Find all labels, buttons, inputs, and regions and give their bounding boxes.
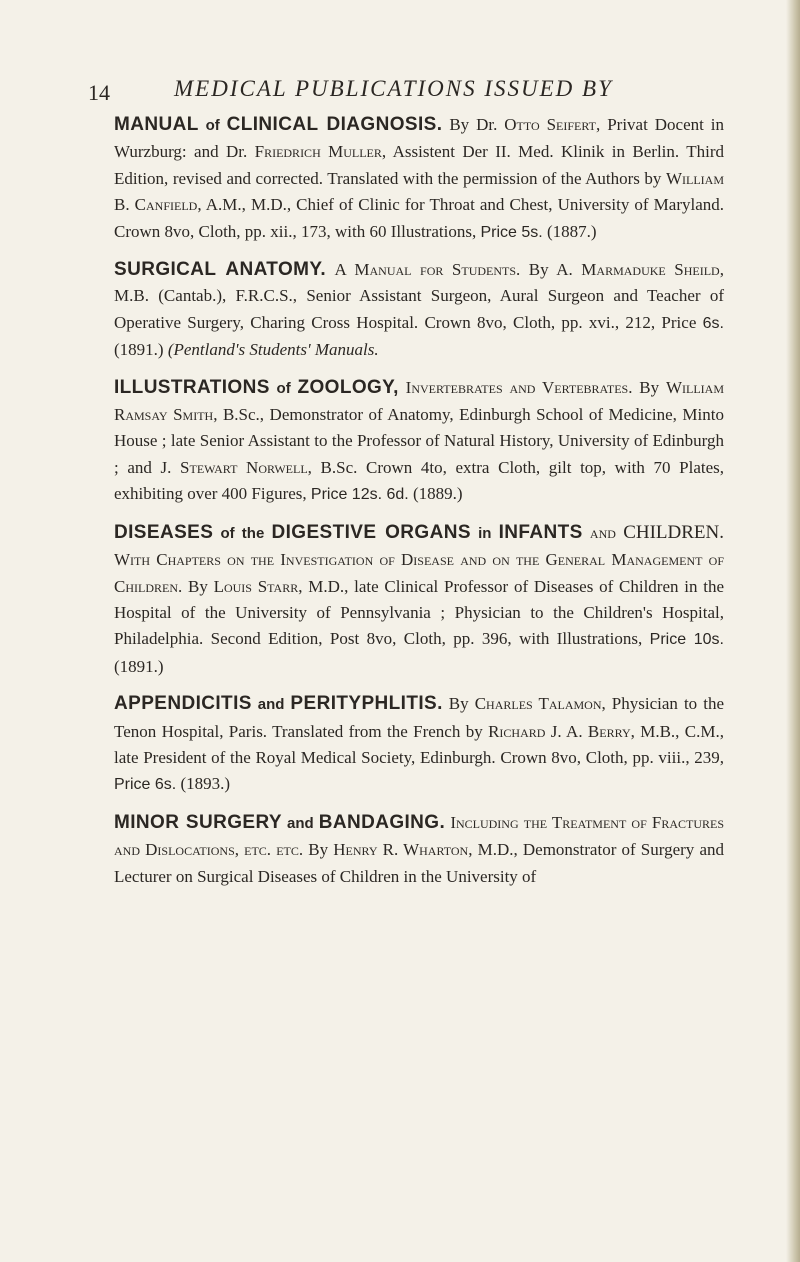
entry-text: M.D., Demonstrator of Surgery and Lecturer on Surgical Diseases of Children in the University of	[114, 840, 724, 886]
entry-text: M.D., late Clinical Professor of Diseases of Children in the Hospital of the University of Pennsylvania ; Physician to the Children's Hospital, Philadelphia. Second Edition, Post 8vo, Cloth, pp. 396, with Illustrations,	[114, 576, 724, 649]
entry-digestive-organs	[114, 520, 724, 680]
entry-text: By	[182, 576, 214, 596]
entry-appendicitis	[114, 691, 724, 799]
entry-text: (1893.)	[176, 774, 231, 794]
entry-text: Assistent Der II. Med. Klinik in Berlin. Third Edition, revised and corrected. Translated with the permission of the Authors by	[114, 142, 724, 188]
entry-minor-surgery	[114, 810, 724, 890]
entry-title: CHILDREN.	[623, 521, 724, 543]
entry-title: MINOR SURGERY	[114, 811, 282, 833]
series-note: (Pentland's Students' Manuals.	[167, 340, 379, 360]
entry-text: By Dr.	[442, 115, 505, 134]
entry-text: By	[303, 840, 334, 860]
page-edge-shadow	[786, 0, 800, 1262]
entry-title: ILLUSTRATIONS	[114, 376, 270, 398]
entry-text	[326, 260, 335, 279]
entry-title: APPENDICITIS	[114, 693, 252, 715]
entry-text: (1891.)	[114, 340, 168, 360]
entry-title: ZOOLOGY,	[297, 376, 399, 398]
author-name: William B. Canfield,	[114, 168, 724, 215]
entry-text: (1891.)	[114, 656, 164, 676]
entry-text: (1887.)	[542, 221, 597, 241]
entry-text: M.B. (Cantab.), F.R.C.S., Senior Assistant Surgeon, Aural Surgeon and Teacher of Operative Surgery, Charing Cross Hospital. Crown 8vo, Cloth, pp. xvi., 212, Price	[114, 286, 724, 332]
running-title: MEDICAL PUBLICATIONS ISSUED BY	[174, 76, 613, 101]
price: 6s.	[702, 314, 724, 332]
catalogue-listing	[114, 112, 724, 901]
author-name: Stewart Norwell,	[180, 457, 312, 477]
entry-subtitle: With Chapters on the Investigation of Disease and on the General Management of Children.	[114, 550, 724, 596]
entry-text: By A.	[520, 260, 582, 280]
entry-title: MANUAL	[114, 114, 199, 135]
entry-text: (1889.)	[408, 484, 463, 504]
author-name: William Ramsay Smith,	[114, 377, 725, 425]
price: Price 12s. 6d.	[310, 486, 409, 504]
entry-title-connector: of the	[213, 524, 272, 542]
author-name: Charles Talamon,	[474, 694, 606, 714]
price: Price 6s.	[114, 776, 177, 794]
entry-title-connector: of	[198, 117, 227, 134]
author-name: Friedrich Muller,	[254, 142, 387, 162]
entry-text	[399, 378, 406, 397]
author-name: Louis Starr,	[213, 576, 303, 596]
entry-subtitle: Including the Treatment of Fractures and Dislocations, etc. etc.	[114, 812, 725, 860]
entry-title-connector: and	[281, 814, 319, 832]
entry-surgical-anatomy	[114, 257, 724, 364]
entry-title-connector: and	[251, 696, 291, 714]
entry-text: B.Sc. Crown 4to, extra Cloth, gilt top, with 70 Plates, exhibiting over 400 Figures,	[114, 457, 725, 504]
running-head	[88, 76, 728, 112]
entry-illustrations-zoology	[114, 375, 724, 509]
entry-clinical-diagnosis	[114, 112, 724, 246]
entry-title-connector: of	[269, 379, 298, 397]
author-name: Marmaduke Sheild,	[581, 260, 724, 280]
entry-subtitle: A Manual for Students.	[334, 260, 521, 280]
author-name: Henry R. Wharton,	[333, 840, 473, 860]
entry-text: Privat Docent in Wurzburg: and Dr.	[114, 115, 724, 162]
entry-title: INFANTS	[498, 521, 583, 543]
entry-title: DIGESTIVE ORGANS	[271, 521, 471, 543]
entry-text: Physician to the Tenon Hospital, Paris. Translated from the French by	[114, 694, 724, 741]
entry-text: A.M., M.D., Chief of Clinic for Throat and Chest, University of Maryland. Crown 8vo, Cloth, pp. xii., 173, with 60 Illustrations,	[114, 195, 724, 241]
entry-title: PERITYPHLITIS.	[290, 693, 443, 715]
price: Price 10s.	[649, 631, 724, 649]
entry-text: M.B., C.M., late President of the Royal Medical Society, Edinburgh. Crown 8vo, Cloth, pp. viii., 239,	[114, 721, 724, 767]
entry-title: DISEASES	[114, 521, 214, 543]
page-number: 14	[88, 80, 110, 105]
entry-title-connector: and	[582, 522, 624, 542]
entry-title: CLINICAL DIAGNOSIS.	[226, 114, 443, 135]
entry-text: By	[632, 377, 666, 397]
entry-title-connector: in	[470, 524, 499, 542]
author-name: Otto Seifert,	[504, 115, 601, 134]
entry-text: B.Sc., Demonstrator of Anatomy, Edinburgh School of Medicine, Minto House ; late Senior Assistant to the Professor of Natural History, University of Edinburgh ; and J.	[114, 405, 724, 477]
entry-text: By	[442, 694, 475, 714]
entry-subtitle: Invertebrates and Vertebrates.	[405, 377, 633, 397]
author-name: Richard J. A. Berry,	[488, 721, 635, 741]
entry-title: SURGICAL ANATOMY.	[114, 259, 326, 281]
price: Price 5s.	[480, 223, 543, 241]
entry-title: BANDAGING.	[318, 811, 446, 833]
